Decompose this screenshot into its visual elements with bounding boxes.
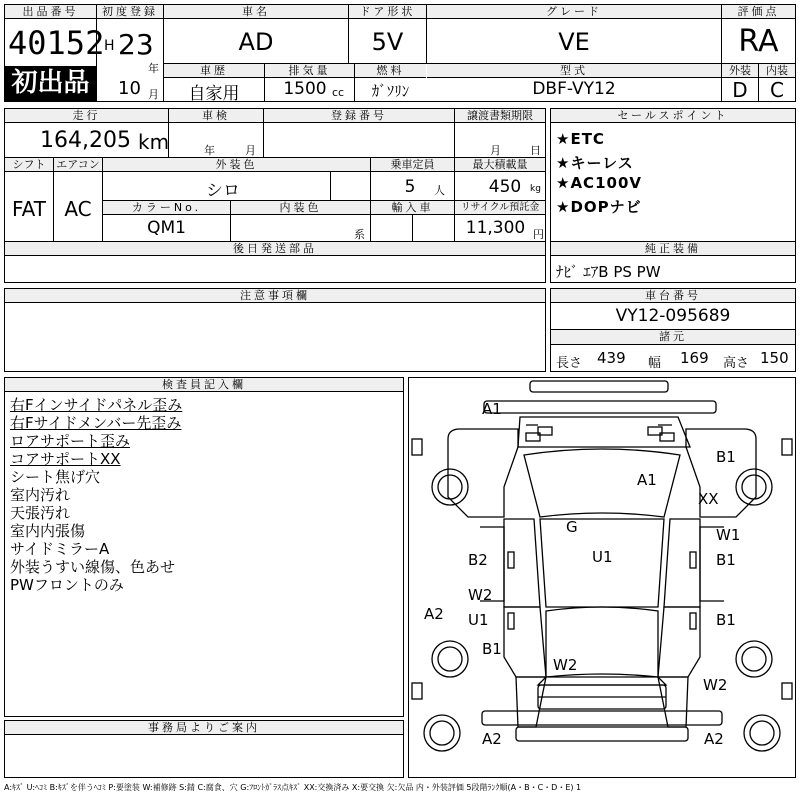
history-value: 自家用: [188, 84, 240, 104]
recycle-unit: 円: [533, 228, 544, 241]
damage-mark: A1: [482, 400, 502, 418]
mileage-unit: km: [138, 130, 170, 154]
damage-mark: A2: [704, 730, 724, 748]
lot-number: 40152: [8, 24, 105, 62]
damage-mark: XX: [698, 490, 719, 508]
recycle-label: リサイクル預託金: [455, 201, 545, 215]
ac-label: エアコン: [54, 158, 102, 172]
displacement-value: 1500: [283, 79, 327, 99]
regno-label: 登録番号: [264, 109, 454, 123]
sales-point-item: ★DOPナビ: [556, 198, 642, 216]
color-no-label: カラーNo.: [103, 201, 230, 215]
inspector-remark: 外装うすい線傷、色あせ: [10, 558, 176, 576]
damage-mark: B1: [482, 640, 502, 658]
inspector-remark: 室内汚れ: [10, 486, 71, 504]
inspector-remark: 室内内張傷: [10, 522, 86, 540]
car-name: AD: [238, 28, 274, 56]
interior-color-label: 内装色: [231, 201, 370, 215]
displacement-label: 排気量: [265, 64, 354, 78]
grade-label: グレード: [427, 5, 721, 19]
interior-grade-label: 内装: [759, 64, 795, 78]
color-no-value: QM1: [147, 218, 186, 238]
door-label: ドア形状: [349, 5, 426, 19]
ac-value: AC: [64, 197, 92, 221]
damage-mark: A2: [424, 605, 444, 623]
displacement-unit: cc: [332, 86, 345, 99]
color-label: 外装色: [103, 158, 370, 172]
damage-mark: B1: [716, 448, 736, 466]
car-diagram: [408, 377, 796, 778]
damage-mark: A2: [482, 730, 502, 748]
inspection-month-unit: 月: [245, 144, 256, 157]
genuine-value: ﾅﾋﾞ ｴｱB PS PW: [556, 263, 661, 281]
capacity-label: 乗車定員: [371, 158, 454, 172]
car-name-label: 車名: [164, 5, 348, 19]
interior-grade: C: [770, 78, 784, 102]
damage-mark: B1: [716, 551, 736, 569]
mileage-value: 164,205: [40, 128, 131, 153]
month-value: 10: [118, 78, 141, 99]
era-prefix: H: [104, 38, 115, 54]
sales-point-item: ★ETC: [556, 130, 605, 148]
shift-label: シフト: [5, 158, 53, 172]
capacity-unit: 人: [434, 184, 445, 197]
fuel-label: 燃料: [355, 64, 426, 78]
damage-mark: U1: [592, 548, 613, 566]
first-listing-badge: 初出品: [5, 66, 96, 101]
model-value: DBF-VY12: [532, 79, 616, 99]
transfer-label: 譲渡書類期限: [455, 109, 545, 123]
capacity-value: 5: [404, 177, 416, 197]
exterior-grade: D: [732, 78, 748, 102]
office-label: 事務局よりご案内: [5, 721, 403, 735]
first-reg-label: 初度登録: [97, 5, 163, 19]
width-label: 幅: [648, 356, 662, 371]
damage-mark: U1: [468, 611, 489, 629]
color-value: シロ: [206, 181, 240, 201]
chassis-number: VY12-095689: [615, 306, 731, 326]
inspector-remark: 天張汚れ: [10, 504, 71, 522]
damage-mark: A1: [637, 471, 657, 489]
damage-mark: W2: [553, 656, 578, 674]
fuel-value: ｶﾞｿﾘﾝ: [371, 82, 410, 100]
shift-value: FAT: [11, 197, 46, 221]
height-label: 高さ: [723, 356, 750, 371]
load-value: 450: [488, 177, 522, 197]
mileage-label: 走行: [5, 109, 168, 123]
inspector-remark: 右Fインサイドパネル歪み: [10, 396, 183, 414]
history-label: 車歴: [164, 64, 264, 78]
inspection-label: 車検: [169, 109, 263, 123]
inspector-remark: シート焦げ穴: [10, 468, 101, 486]
load-unit: kg: [530, 184, 541, 194]
model-label: 型式: [427, 64, 721, 78]
length-label: 長さ: [556, 356, 583, 371]
era-year: 23: [118, 28, 154, 61]
damage-mark: W2: [703, 676, 728, 694]
legend-text: A:ｷｽﾞ U:ﾍｺﾐ B:ｷｽﾞを伴うﾍｺﾐ P:要塗装 W:補修跡 S:錆 C:腐食、穴 G:ﾌﾛﾝﾄｶﾞﾗｽ点ｷｽﾞ XX:交換済み X:要交換 欠:欠品 内・外装評価 5段階ﾗﾝｸ順(A・B・C・D・E) 1: [4, 783, 582, 792]
inspector-remark: サイドミラーA: [10, 540, 110, 558]
damage-mark: B1: [716, 611, 736, 629]
lot-label: 出品番号: [5, 5, 96, 19]
sales-point-item: ★AC100V: [556, 174, 642, 192]
grade-value: VE: [558, 28, 590, 56]
damage-mark: W1: [716, 526, 741, 544]
inspector-remark: 右Fサイドメンバー先歪み: [10, 414, 182, 432]
height-value: 150: [760, 349, 789, 367]
transfer-day-unit: 日: [530, 144, 541, 157]
transfer-month-unit: 月: [490, 144, 501, 157]
month-unit: 月: [148, 88, 159, 101]
sales-points-label: セールスポイント: [551, 109, 795, 123]
year-unit: 年: [148, 62, 159, 75]
score-label: 評価点: [722, 5, 795, 19]
load-label: 最大積載量: [455, 158, 545, 172]
exterior-grade-label: 外装: [722, 64, 758, 78]
sales-point-item: ★キーレス: [556, 154, 634, 172]
length-value: 439: [597, 349, 626, 367]
notes-label: 注意事項欄: [5, 289, 545, 303]
recycle-value: 11,300: [465, 218, 526, 238]
inspector-label: 検査員記入欄: [5, 378, 403, 392]
width-value: 169: [680, 349, 709, 367]
door-value: 5V: [371, 28, 404, 56]
interior-color-unit: 系: [354, 228, 365, 241]
inspector-remark: PWフロントのみ: [10, 576, 124, 594]
later-parts-label: 後日発送部品: [5, 242, 545, 256]
damage-mark: G: [566, 518, 578, 536]
score-value: RA: [738, 24, 779, 59]
inspector-remark: ロアサポート歪み: [10, 432, 131, 450]
genuine-label: 純正装備: [551, 242, 795, 256]
import-label: 輸入車: [371, 201, 454, 215]
damage-mark: B2: [468, 551, 488, 569]
spec-label: 諸元: [551, 329, 795, 345]
damage-mark: W2: [468, 586, 493, 604]
inspector-remark: コアサポートXX: [10, 450, 121, 468]
inspection-year-unit: 年: [204, 144, 215, 157]
chassis-label: 車台番号: [551, 289, 795, 303]
